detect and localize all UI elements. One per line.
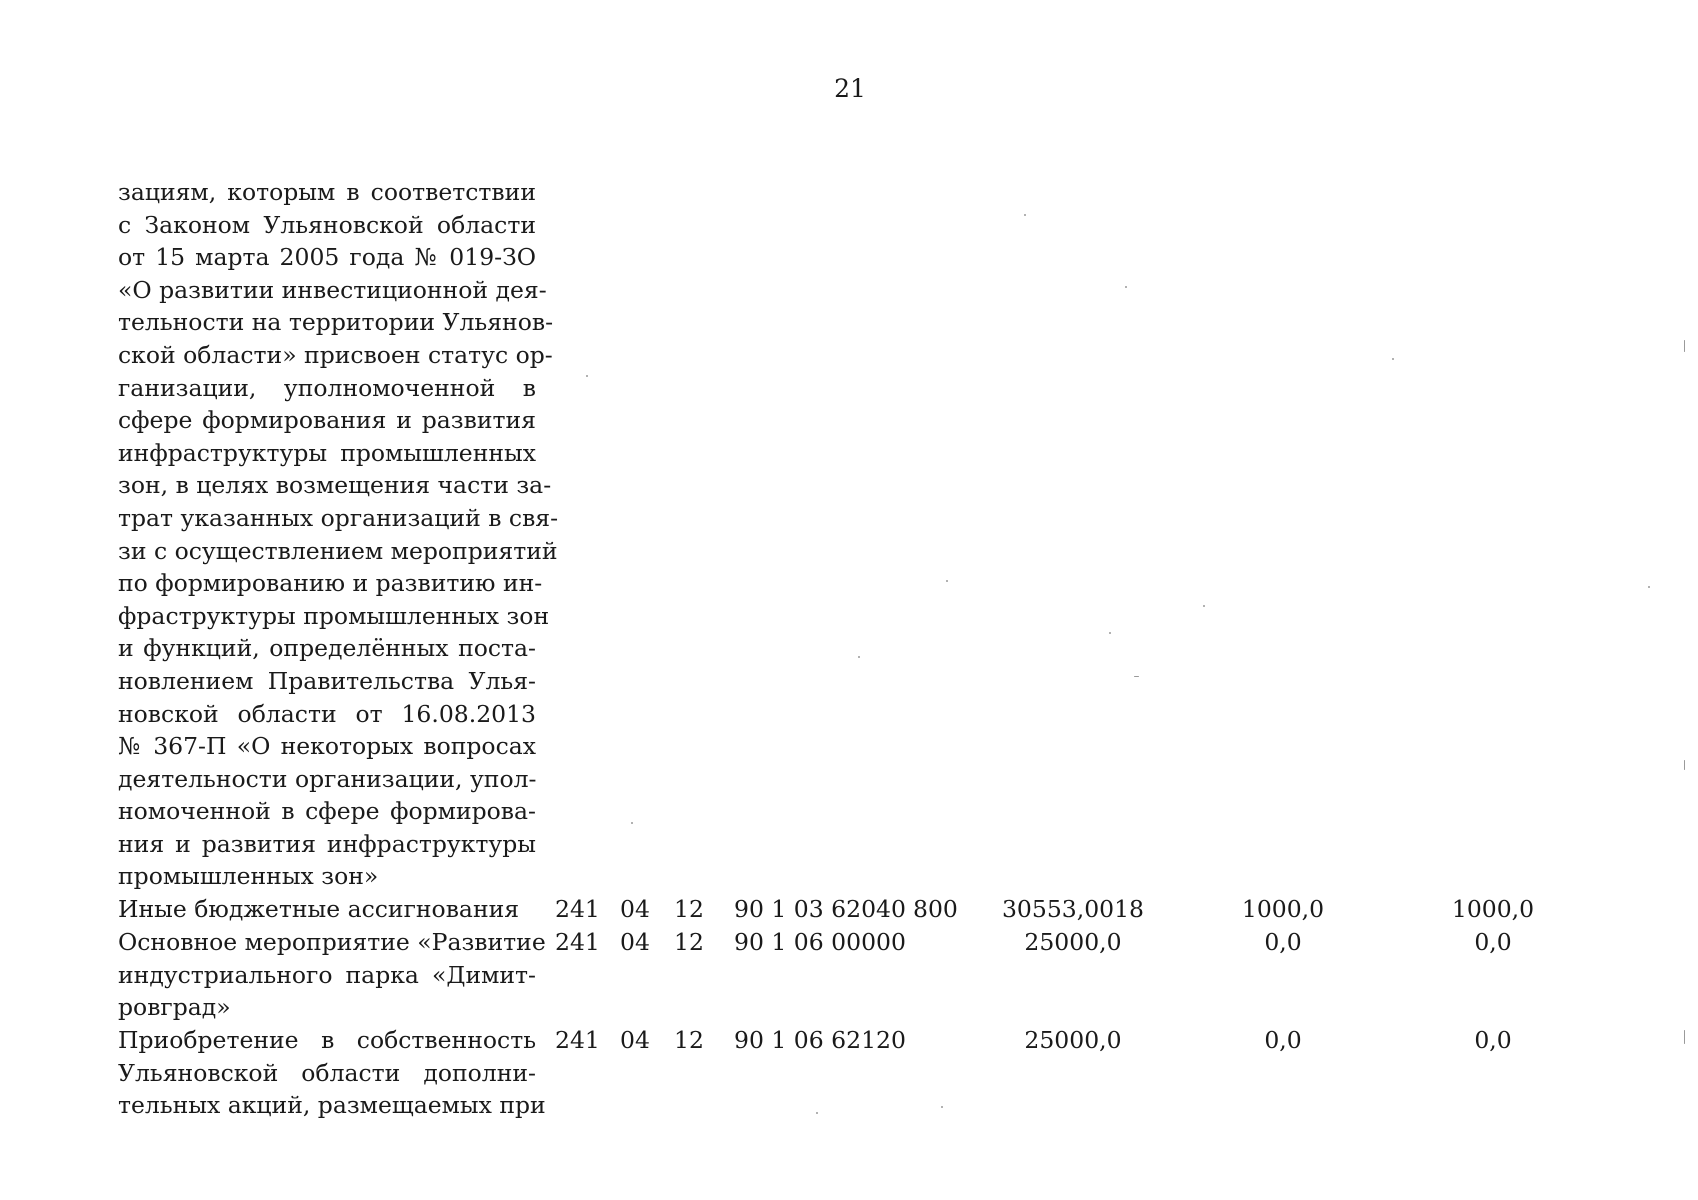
scan-speck bbox=[1684, 760, 1685, 770]
subsection-code: 12 bbox=[674, 928, 704, 956]
scan-speck bbox=[1684, 340, 1685, 352]
amount-year-2: 0,0 bbox=[1264, 928, 1302, 956]
grbs-code: 241 bbox=[555, 928, 600, 956]
scan-speck bbox=[631, 822, 633, 824]
amount-year-3: 1000,0 bbox=[1451, 895, 1535, 923]
continued-row-text bbox=[118, 176, 559, 893]
scan-speck bbox=[1024, 214, 1026, 216]
amount-year-1: 30553,0018 bbox=[1001, 895, 1145, 923]
amount-year-1: 25000,0 bbox=[1024, 928, 1122, 956]
section-code: 04 bbox=[620, 928, 650, 956]
scan-speck bbox=[1684, 1030, 1685, 1044]
text-line: № 367-П «О некоторых вопросах bbox=[118, 732, 536, 761]
scan-speck bbox=[1648, 586, 1650, 588]
text-line: промышленных зон» bbox=[118, 862, 379, 891]
scan-speck bbox=[858, 656, 860, 658]
text-line: новлением Правительства Улья- bbox=[118, 666, 536, 695]
expense-type-code: 800 bbox=[913, 895, 958, 923]
text-line: зи с осуществлением мероприятий bbox=[118, 536, 558, 565]
scan-speck bbox=[946, 580, 948, 582]
amount-year-3: 0,0 bbox=[1474, 1026, 1512, 1054]
grbs-code: 241 bbox=[555, 1026, 600, 1054]
target-item-code: 90 1 03 62040 bbox=[734, 895, 906, 923]
text-line: ния и развития инфраструктуры bbox=[118, 829, 536, 858]
row-name bbox=[118, 893, 536, 926]
amount-year-2: 1000,0 bbox=[1241, 895, 1325, 923]
text-line: фраструктуры промышленных зон bbox=[118, 601, 550, 630]
text-line: трат указанных организаций в свя- bbox=[118, 503, 559, 532]
row-name-line: индустриального парка «Димит- bbox=[118, 960, 536, 989]
text-line: сфере формирования и развития bbox=[118, 406, 536, 435]
text-line: зон, в целях возмещения части за- bbox=[118, 471, 552, 500]
section-code: 04 bbox=[620, 895, 650, 923]
row-name bbox=[118, 1024, 546, 1122]
text-line: новской области от 16.08.2013 bbox=[118, 699, 536, 728]
scan-speck bbox=[1125, 286, 1127, 288]
text-line: номоченной в сфере формирова- bbox=[118, 797, 536, 826]
scan-speck bbox=[1109, 632, 1111, 634]
section-code: 04 bbox=[620, 1026, 650, 1054]
text-line: ганизации, уполномоченной в bbox=[118, 373, 536, 402]
text-line: деятельности организации, упол- bbox=[118, 764, 537, 793]
text-line: «О развитии инвестиционной дея- bbox=[118, 275, 547, 304]
text-line: инфраструктуры промышленных bbox=[118, 438, 536, 467]
scan-speck bbox=[586, 375, 588, 377]
row-name-line: тельных акций, размещаемых при bbox=[118, 1091, 546, 1120]
text-line: тельности на территории Ульянов- bbox=[118, 308, 554, 337]
text-line: зациям, которым в соответствии bbox=[118, 178, 536, 206]
grbs-code: 241 bbox=[555, 895, 600, 923]
scan-speck bbox=[1203, 605, 1205, 607]
amount-year-1: 25000,0 bbox=[1024, 1026, 1122, 1054]
subsection-code: 12 bbox=[674, 895, 704, 923]
row-name-line: Приобретение в собственность bbox=[118, 1026, 536, 1054]
scan-speck bbox=[941, 1106, 943, 1108]
text-line: от 15 марта 2005 года № 019-ЗО bbox=[118, 243, 536, 272]
scan-speck bbox=[816, 1112, 818, 1114]
scan-speck bbox=[1392, 358, 1394, 360]
page-number: 21 bbox=[834, 74, 866, 103]
amount-year-2: 0,0 bbox=[1264, 1026, 1302, 1054]
text-line: по формированию и развитию ин- bbox=[118, 569, 543, 598]
target-item-code: 90 1 06 62120 bbox=[734, 1026, 906, 1054]
row-name-line: Ульяновской области дополни- bbox=[118, 1058, 536, 1087]
subsection-code: 12 bbox=[674, 1026, 704, 1054]
text-line: ской области» присвоен статус ор- bbox=[118, 340, 553, 369]
target-item-code: 90 1 06 00000 bbox=[734, 928, 906, 956]
row-name-line: Основное мероприятие «Развитие bbox=[118, 928, 546, 956]
text-line: и функций, определённых поста- bbox=[118, 634, 536, 663]
row-name bbox=[118, 926, 546, 1024]
amount-year-3: 0,0 bbox=[1474, 928, 1512, 956]
text-line: с Законом Ульяновской области bbox=[118, 210, 536, 239]
row-name-line: Иные бюджетные ассигнования bbox=[118, 895, 520, 923]
scan-speck bbox=[1134, 676, 1139, 677]
row-name-line: ровград» bbox=[118, 993, 231, 1022]
